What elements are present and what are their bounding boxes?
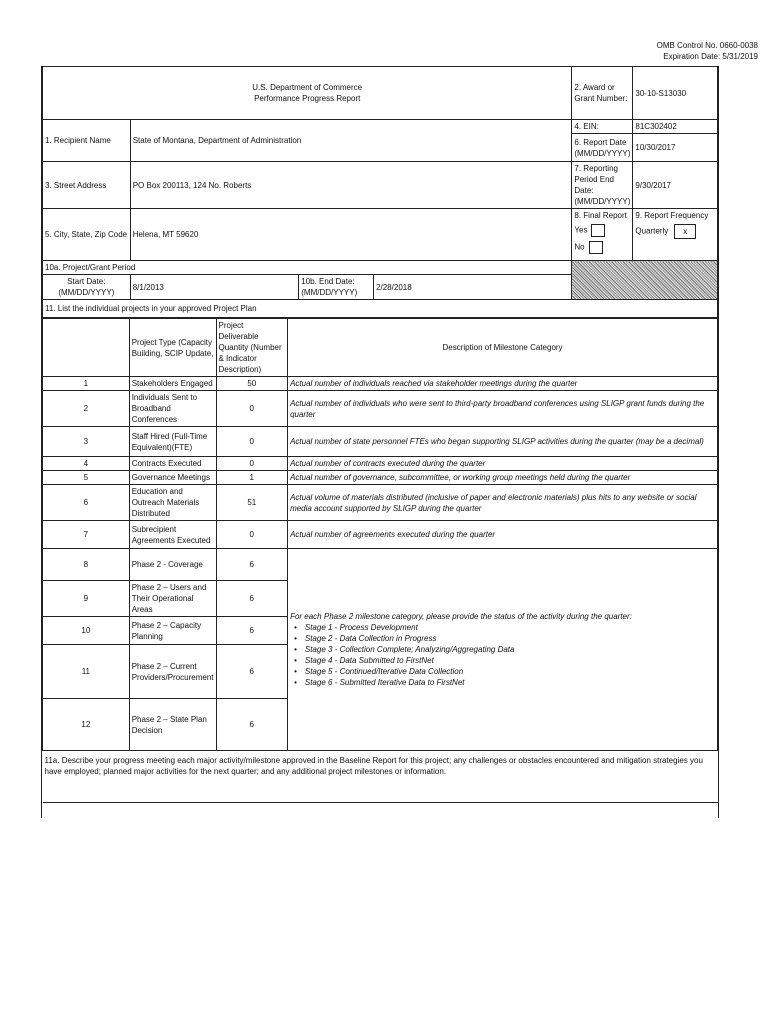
row-qty: 1 [216, 471, 288, 485]
final-yes-label: Yes [574, 225, 588, 235]
row-qty: 0 [216, 457, 288, 471]
row-type: Phase 2 – Capacity Planning [129, 617, 216, 645]
row-number: 5 [43, 471, 130, 485]
phase2-stage-list [290, 622, 715, 688]
type-header: Project Type (Capacity Building, SCIP Update, [129, 319, 216, 377]
list-item: • Stage 4 - Data Submitted to FirstNet [294, 655, 715, 666]
table-row [43, 377, 718, 391]
final-yes-checkbox[interactable] [591, 224, 605, 237]
row-type: Phase 2 – Current Providers/Procurement [129, 645, 216, 699]
omb-expiration-date: Expiration Date: 5/31/2019 [663, 52, 758, 61]
row-qty: 50 [216, 377, 288, 391]
row-number: 8 [43, 549, 130, 581]
row-number: 4 [43, 457, 130, 471]
start-label: Start Date: (MM/DD/YYYY) [43, 275, 131, 300]
award-label: 2. Award or Grant Number: [572, 67, 633, 120]
end-label: 10b. End Date: (MM/DD/YYYY) [299, 275, 374, 300]
row-type: Staff Hired (Full-Time Equivalent)(FTE) [129, 427, 216, 457]
row-type: Phase 2 – State Plan Decision [129, 699, 216, 751]
frequency-label: 9. Report Frequency [635, 211, 709, 220]
row-qty: 6 [216, 549, 288, 581]
city-value: Helena, MT 59620 [130, 209, 572, 261]
row-type: Phase 2 - Coverage [129, 549, 216, 581]
end-value: 2/28/2018 [374, 275, 572, 300]
omb-control-number: OMB Control No. 0660-0038 [656, 41, 758, 50]
desc-header: Description of Milestone Category [288, 319, 718, 377]
table-row [43, 485, 718, 521]
report-header [43, 67, 572, 120]
row-number: 11 [43, 645, 130, 699]
qty-header: Project Deliverable Quantity (Number & Indicator Description) [216, 319, 288, 377]
frequency-checkbox[interactable]: x [674, 224, 696, 239]
header-table [42, 66, 718, 318]
num-header [43, 319, 130, 377]
row-number: 3 [43, 427, 130, 457]
city-label: 5. City, State, Zip Code [43, 209, 131, 261]
row-number: 9 [43, 581, 130, 617]
row-number: 1 [43, 377, 130, 391]
list-item: • Stage 3 - Collection Complete; Analyzing/Aggregating Data [294, 644, 715, 655]
start-value: 8/1/2013 [130, 275, 299, 300]
row-number: 2 [43, 391, 130, 427]
row-qty: 51 [216, 485, 288, 521]
street-value: PO Box 200113, 124 No. Roberts [130, 162, 572, 209]
table-row [43, 457, 718, 471]
row-qty: 6 [216, 617, 288, 645]
omb-control-block [657, 40, 758, 62]
row-type: Education and Outreach Materials Distributed [129, 485, 216, 521]
row-type: Contracts Executed [129, 457, 216, 471]
final-no-label: No [574, 242, 585, 252]
table-row [43, 391, 718, 427]
row-desc: Actual volume of materials distributed (inclusive of paper and electronic materials) plus hits to any website or social media account supported by SLIGP during the quarter [288, 485, 718, 521]
frequency-cell [633, 209, 718, 261]
row-type: Stakeholders Engaged [129, 377, 216, 391]
phase2-intro: For each Phase 2 milestone category, please provide the status of the activity during the quarter: [290, 612, 632, 621]
list-item: • Stage 6 - Submitted Iterative Data to FirstNet [294, 677, 715, 688]
period-end-value: 9/30/2017 [633, 162, 718, 209]
row-qty: 6 [216, 699, 288, 751]
recipient-value: State of Montana, Department of Administration [130, 120, 572, 162]
period-end-label: 7. Reporting Period End Date: (MM/DD/YYYY) [572, 162, 633, 209]
ein-label: 4. EIN: [572, 120, 633, 134]
row-type: Subrecipient Agreements Executed [129, 521, 216, 549]
row-qty: 0 [216, 391, 288, 427]
final-no-checkbox[interactable] [589, 241, 603, 254]
final-report-cell [572, 209, 633, 261]
table-row [43, 427, 718, 457]
report-title: Performance Progress Report [254, 94, 361, 103]
street-label: 3. Street Address [43, 162, 131, 209]
row-desc: Actual number of individuals reached via stakeholder meetings during the quarter [288, 377, 718, 391]
row-type: Individuals Sent to Broadband Conferences [129, 391, 216, 427]
final-report-label: 8. Final Report [574, 211, 627, 220]
shaded-area [572, 261, 718, 300]
section11-title: 11. List the individual projects in your approved Project Plan [43, 300, 718, 318]
department-name: U.S. Department of Commerce [252, 83, 363, 92]
row-type: Governance Meetings [129, 471, 216, 485]
report-form [41, 66, 719, 818]
projects-table [42, 318, 718, 803]
row-desc: Actual number of state personnel FTEs who began supporting SLIGP activities during the quarter (may be a decimal) [288, 427, 718, 457]
table-row [43, 549, 718, 581]
row-desc: Actual number of governance, subcommittee, or working group meetings held during the quarter [288, 471, 718, 485]
row-desc: Actual number of agreements executed during the quarter [288, 521, 718, 549]
section11a-text: 11a. Describe your progress meeting each major activity/milestone approved in the Baseline Report for this project; any challenges or obstacles encountered and mitigation strategies you have employed; planned major activities for the next quarter; and any additional project milestones or information. [44, 756, 703, 776]
list-item: • Stage 1 - Process Development [294, 622, 715, 633]
period-label: 10a. Project/Grant Period [43, 261, 572, 275]
row-number: 7 [43, 521, 130, 549]
row-number: 10 [43, 617, 130, 645]
list-item: • Stage 2 - Data Collection in Progress [294, 633, 715, 644]
list-item: • Stage 5 - Continued/Iterative Data Collection [294, 666, 715, 677]
award-value: 30-10-S13030 [633, 67, 718, 120]
row-desc: Actual number of contracts executed during the quarter [288, 457, 718, 471]
table-row [43, 471, 718, 485]
frequency-value: Quarterly [635, 226, 669, 236]
row-number: 12 [43, 699, 130, 751]
recipient-label: 1. Recipient Name [43, 120, 131, 162]
row-type: Phase 2 – Users and Their Operational Areas [129, 581, 216, 617]
row-desc: Actual number of individuals who were sent to third-party broadband conferences using SLIGP grant funds during the quarter [288, 391, 718, 427]
phase2-description [288, 549, 718, 751]
row-qty: 0 [216, 427, 288, 457]
table-row [43, 521, 718, 549]
row-qty: 6 [216, 645, 288, 699]
row-qty: 0 [216, 521, 288, 549]
ein-value: 81C302402 [633, 120, 718, 134]
row-number: 6 [43, 485, 130, 521]
row-qty: 6 [216, 581, 288, 617]
report-date-label: 6. Report Date (MM/DD/YYYY) [572, 134, 633, 162]
report-date-value: 10/30/2017 [633, 134, 718, 162]
section11a [43, 751, 718, 803]
